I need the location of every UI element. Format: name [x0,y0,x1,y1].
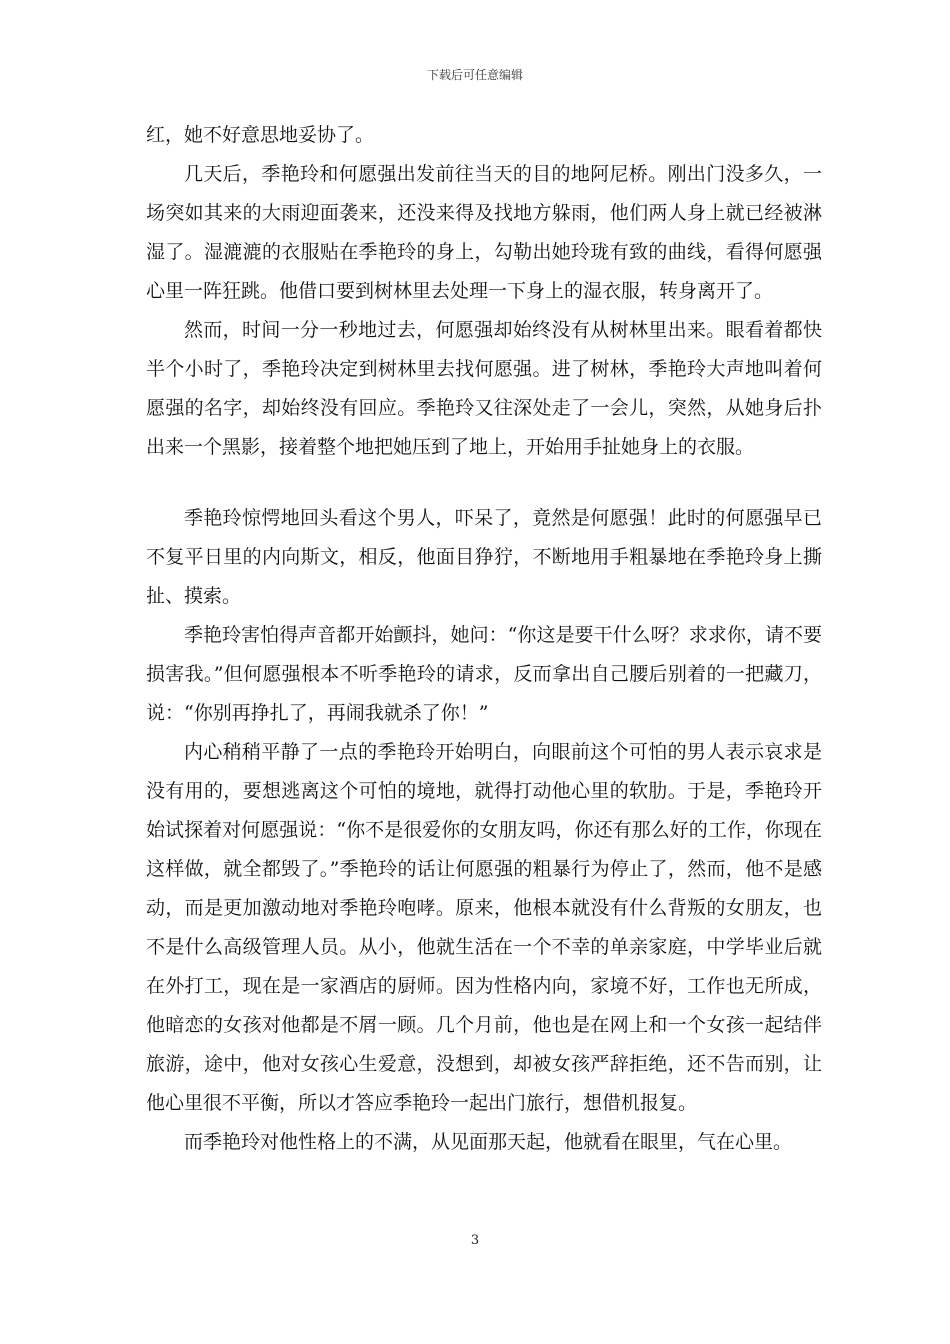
paragraph: 内心稍稍平静了一点的季艳玲开始明白，向眼前这个可怕的男人表示哀求是没有用的，要想逃离这个可怕的境地，就得打动他心里的软肋。于是，季艳玲开始试探着对何愿强说：“你不是很爱你的女朋友吗，你还有那么好的工作，你现在这样做，就全都毁了。”季艳玲的话让何愿强的粗暴行为停止了，然而，他不是感动，而是更加激动地对季艳玲咆哮。原来，他根本就没有什么背叛的女朋友，也不是什么高级管理人员。从小，他就生活在一个不幸的单亲家庭，中学毕业后就在外打工，现在是一家酒店的厨师。因为性格内向，家境不好，工作也无所成，他暗恋的女孩对他都是不屑一顾。几个月前，他也是在网上和一个女孩一起结伴旅游，途中，他对女孩心生爱意，没想到，却被女孩严辞拒绝，还不告而别，让他心里很不平衡，所以才答应季艳玲一起出门旅行，想借机报复。 [146,741,822,1114]
paragraph: 季艳玲惊愕地回头看这个男人，吓呆了，竟然是何愿强！此时的何愿强早已不复平日里的内向斯文，相反，他面目狰狞，不断地用手粗暴地在季艳玲身上撕扯、摸索。 [146,507,822,607]
paragraph: 而季艳玲对他性格上的不满，从见面那天起，他就看在眼里，气在心里。 [184,1131,793,1153]
document-body [146,116,822,1162]
paragraph: 季艳玲害怕得声音都开始颤抖，她问：“你这是要干什么呀？求求你，请不要损害我。”但何愿强根本不听季艳玲的请求，反而拿出自己腰后别着的一把藏刀，说：“你别再挣扎了，再闹我就杀了你！” [146,624,822,724]
paragraph-continuation: 红，她不好意思地妥协了。 [146,124,375,146]
paragraph: 几天后，季艳玲和何愿强出发前往当天的目的地阿尼桥。刚出门没多久，一场突如其来的大雨迎面袭来，还没来得及找地方躲雨，他们两人身上就已经被淋湿了。湿漉漉的衣服贴在季艳玲的身上，勾勒出她玲珑有致的曲线，看得何愿强心里一阵狂跳。他借口要到树林里去处理一下身上的湿衣服，转身离开了。 [146,163,822,302]
paragraph: 然而，时间一分一秒地过去，何愿强却始终没有从树林里出来。眼看着都快半个小时了，季艳玲决定到树林里去找何愿强。进了树林，季艳玲大声地叫着何愿强的名字，却始终没有回应。季艳玲又往深处走了一会儿，突然，从她身后扑出来一个黑影，接着整个地把她压到了地上，开始用手扯她身上的衣服。 [146,319,822,458]
page-header: 下载后可任意编辑 [426,68,523,82]
page-number: 3 [470,1233,480,1248]
